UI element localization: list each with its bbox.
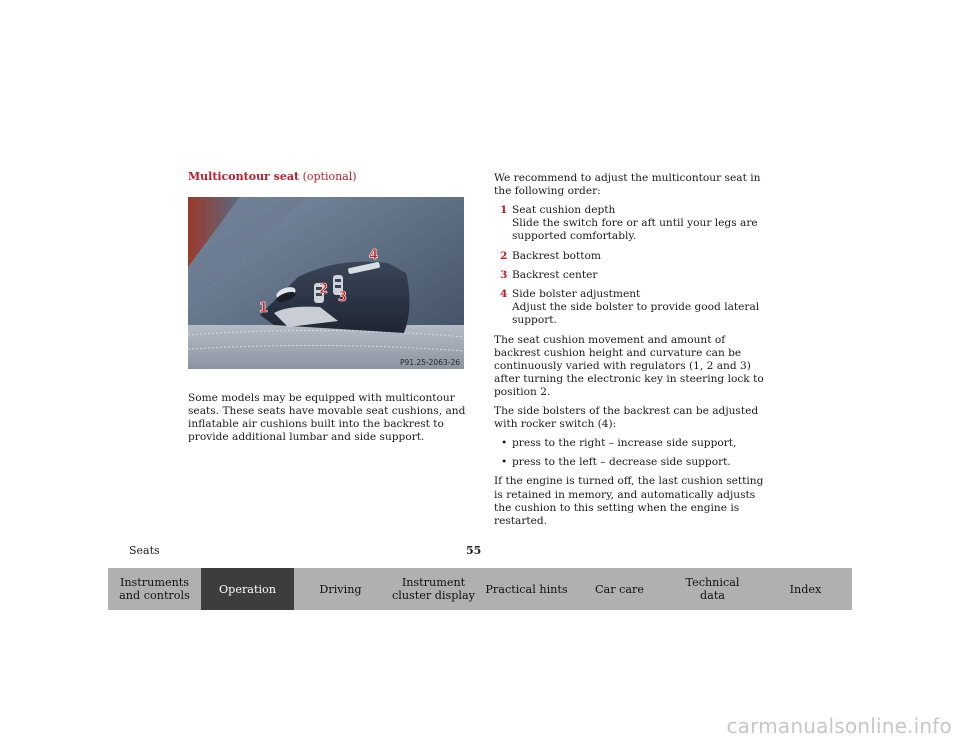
- bullet-icon: •: [501, 456, 508, 469]
- bullet-icon: •: [501, 436, 508, 449]
- recommend-paragraph: We recommend to adjust the multicontour seat in the following order:: [494, 172, 761, 198]
- watermark: carmanualsonline.info: [726, 714, 952, 738]
- callout-1: 1: [259, 301, 269, 316]
- step-number: 1: [500, 203, 508, 216]
- bullet-item: [494, 456, 774, 469]
- tab-index[interactable]: Index: [759, 568, 852, 610]
- tab-practical-hints[interactable]: Practical hints: [480, 568, 573, 610]
- section-optional: (optional): [302, 170, 357, 183]
- step-1: [494, 204, 774, 244]
- step-title: Backrest bottom: [512, 249, 601, 262]
- step-title: Seat cushion depth: [512, 203, 616, 216]
- tab-instrument-cluster-display[interactable]: Instrument cluster display: [387, 568, 480, 610]
- instructions: [494, 172, 774, 534]
- tab-instruments-and-controls[interactable]: Instruments and controls: [108, 568, 201, 610]
- bolster-paragraph: The side bolsters of the backrest can be adjusted with rocker switch (4):: [494, 405, 759, 431]
- step-4: [494, 288, 774, 328]
- step-detail: Slide the switch fore or aft until your legs are supported comfortably.: [512, 217, 758, 243]
- bullet-item: [494, 437, 774, 450]
- step-2: [494, 250, 774, 263]
- tab-car-care[interactable]: Car care: [573, 568, 666, 610]
- step-3: [494, 269, 774, 282]
- step-title: Side bolster adjustment: [512, 287, 641, 300]
- tab-operation[interactable]: Operation: [201, 568, 294, 610]
- callout-3: 3: [338, 290, 348, 305]
- memory-paragraph: If the engine is turned off, the last cushion setting is retained in memory, and automatically adjusts the cushion to this setting when the engine is restarted.: [494, 475, 764, 527]
- callout-4: 4: [369, 248, 379, 263]
- seat-switch-photo: [188, 197, 464, 369]
- step-number: 3: [500, 268, 508, 281]
- step-number: 4: [500, 287, 508, 300]
- figure-code: P91.25-2063-26: [399, 358, 460, 367]
- step-title: Backrest center: [512, 268, 598, 281]
- step-detail: Adjust the side bolster to provide good lateral support.: [512, 301, 760, 327]
- movement-paragraph: The seat cushion movement and amount of backrest cushion height and curvature can be continuously varied with regulators (1, 2 and 3) after turning the electronic key in steering lock to position 2.: [494, 333, 764, 399]
- chapter-label: Seats: [129, 544, 160, 557]
- chapter-nav: [108, 568, 852, 610]
- intro-paragraph: Some models may be equipped with multicontour seats. These seats have movable seat cushions, and inflatable air cushions built into the backrest to provide additional lumbar and side support.: [188, 391, 466, 444]
- section-header: [188, 170, 466, 184]
- callout-2: 2: [319, 282, 329, 297]
- tab-technical-data[interactable]: Technical data: [666, 568, 759, 610]
- section-title: Multicontour seat: [188, 170, 300, 183]
- page-number: 55: [466, 544, 482, 557]
- bullet-text: press to the right – increase side support,: [512, 436, 737, 449]
- tab-driving[interactable]: Driving: [294, 568, 387, 610]
- bullet-text: press to the left – decrease side support.: [512, 456, 731, 469]
- step-number: 2: [500, 249, 508, 262]
